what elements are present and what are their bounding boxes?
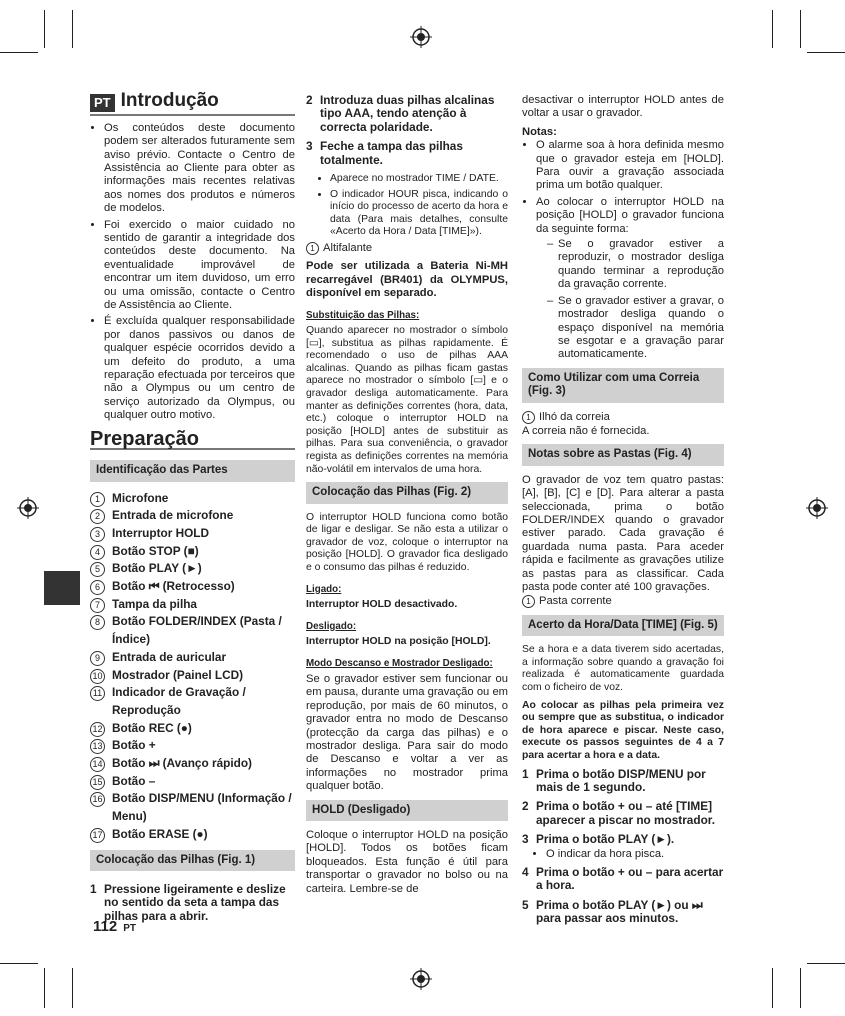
section-title-preparation: Preparação — [90, 433, 295, 450]
intro-bullet: • É excluída qualquer responsabilidade por danos passivos ou danos de qualquer espécie ocorridos devido a um defeito do produto, a uma reparação efectuada por terceiros que não a Olympus ou um centro de serviço autorizado da Olympus, ou qualquer outro motivo. — [104, 315, 295, 422]
dash-list — [536, 238, 724, 362]
registration-mark-icon — [410, 968, 432, 990]
part-label: Interruptor HOLD — [112, 525, 209, 540]
step-text: Prima o botão PLAY (►) ou ⏭ para passar aos minutos. — [536, 897, 703, 926]
paragraph: Se o gravador estiver sem funcionar ou em pausa, durante uma gravação ou em reprodução, por mais de 60 minutos, o gravador entra no modo de Descanso (protecção da carga das pilhas) e o mostrador desliga. Para sair do modo de Descanso e voltar a ver as informações no mostrador prima qualquer botão. — [306, 672, 508, 793]
step-text: Prima o botão PLAY (►). — [536, 832, 675, 847]
step-item — [306, 140, 508, 167]
step-number: 3 — [306, 139, 313, 154]
part-item — [90, 826, 295, 844]
callout — [522, 595, 724, 608]
callout-label: Ilhó da correia — [539, 410, 610, 423]
crop-mark — [0, 963, 38, 964]
part-number: 2 — [90, 509, 105, 524]
part-item — [90, 790, 295, 825]
note-text: Ao colocar o interruptor HOLD na posição [HOLD] o gravador funciona da seguinte forma: — [536, 195, 724, 235]
notes-heading: Notas: — [522, 125, 557, 138]
paragraph: Se a hora e a data tiverem sido acertadas, a informação sobre quando a gravação foi realizada é automaticamente guardada com o ficheiro de voz. — [522, 644, 724, 693]
part-label: Botão ⏭ (Avanço rápido) — [112, 756, 252, 771]
part-item — [90, 613, 295, 648]
step3-bullets — [306, 173, 508, 239]
step-number: 5 — [522, 897, 529, 912]
note-item: • O alarme soa à hora definida mesmo que o gravador esteja em [HOLD]. Para ouvir a gravação associada prima um botão qualquer. — [536, 139, 724, 193]
part-item — [90, 684, 295, 719]
crop-mark — [72, 968, 73, 1008]
part-item — [90, 596, 295, 614]
bullet: • O indicar da hora pisca. — [546, 848, 724, 861]
step-number: 4 — [522, 865, 529, 879]
part-label: Botão DISP/MENU (Informação / Menu) — [112, 791, 292, 824]
part-number: 16 — [90, 792, 105, 807]
part-item — [90, 543, 295, 561]
step-number: 3 — [522, 832, 529, 847]
part-number: 8 — [90, 615, 105, 630]
part-number: 11 — [90, 686, 105, 701]
column-1 — [90, 90, 295, 929]
callout-number: 1 — [522, 411, 535, 424]
registration-mark-icon — [806, 497, 828, 519]
part-label: Entrada de auricular — [112, 649, 227, 664]
part-number: 7 — [90, 598, 105, 613]
step-text: Prima o botão + ou – para acertar a hora. — [536, 865, 724, 893]
part-number: 5 — [90, 562, 105, 577]
paragraph: A correia não é fornecida. — [522, 424, 650, 437]
part-item — [90, 490, 295, 508]
callout — [306, 242, 508, 255]
page-title: Introdução — [120, 90, 219, 111]
part-label: Botão REC (●) — [112, 720, 192, 735]
paragraph: desactivar o interruptor HOLD antes de voltar a usar o gravador. — [522, 94, 724, 120]
language-badge: PT — [90, 94, 115, 111]
bullet: • O indicador HOUR pisca, indicando o início do processo de acerto da hora e data (Para mais detalhes, consulte «Acerto da Hora / Data [TIME]»). — [330, 189, 508, 239]
callout-number: 1 — [306, 242, 319, 255]
dash-item: – Se o gravador estiver a reproduzir, o mostrador desliga quando terminar a reprodução da gravação corrente. — [558, 238, 724, 292]
step3-bullets — [522, 848, 724, 861]
subhead: Ligado: — [306, 583, 342, 595]
crop-mark — [807, 52, 845, 53]
step-text: Prima o botão DISP/MENU por mais de 1 segundo. — [536, 766, 706, 794]
part-number: 14 — [90, 757, 105, 772]
part-label: Entrada de microfone — [112, 508, 234, 523]
subhead: Desligado: — [306, 620, 357, 632]
crop-mark — [800, 10, 801, 48]
part-item — [90, 667, 295, 685]
section-header-battery-2: Colocação das Pilhas (Fig. 2) — [306, 482, 508, 503]
part-label: Botão ⏮ (Retrocesso) — [112, 579, 235, 594]
step-item — [522, 866, 724, 893]
part-item — [90, 649, 295, 667]
step-text: Introduza duas pilhas alcalinas tipo AAA, tendo atenção à correcta polaridade. — [320, 93, 495, 134]
part-number: 12 — [90, 722, 105, 737]
section-header-parts: Identificação das Partes — [90, 460, 295, 481]
paragraph: O interruptor HOLD funciona como botão de ligar e desligar. Se não esta a utilizar o gravador de voz, coloque o interruptor na posição [HOLD]. O gravador fica desligado e o consumo das pilhas é reduzido. — [306, 511, 508, 573]
side-tab — [44, 571, 80, 605]
part-number: 10 — [90, 669, 105, 684]
part-label: Indicador de Gravação / Reprodução — [112, 685, 246, 717]
subhead: Substituição das Pilhas: — [306, 309, 420, 321]
part-item — [90, 755, 295, 773]
title-row — [90, 90, 295, 116]
part-item — [90, 737, 295, 755]
part-number: 3 — [90, 527, 105, 542]
part-number: 4 — [90, 545, 105, 560]
part-item — [90, 720, 295, 738]
intro-list — [90, 122, 295, 423]
parts-list — [90, 490, 295, 844]
step-text: Prima o botão + ou – até [TIME] aparecer a piscar no mostrador. — [536, 799, 715, 827]
step-item — [522, 800, 724, 827]
registration-mark-icon — [17, 497, 39, 519]
column-2 — [306, 94, 508, 901]
part-item — [90, 525, 295, 543]
step-item — [522, 899, 724, 926]
page-lang: PT — [123, 923, 136, 934]
page-number-value: 112 — [93, 918, 118, 935]
page-number — [93, 918, 136, 935]
crop-mark — [807, 963, 845, 964]
part-label: Botão STOP (■) — [112, 543, 199, 558]
nimh-note: Pode ser utilizada a Bateria Ni-MH recarregável (BR401) da OLYMPUS, disponível em separado. — [306, 260, 508, 300]
crop-mark — [72, 10, 73, 48]
callout — [522, 411, 724, 424]
part-number: 6 — [90, 580, 105, 595]
step-item — [522, 768, 724, 795]
intro-bullet: • Foi exercido o maior cuidado no sentido de garantir a integridade dos conteúdos deste documento. Na eventualidade improvável de encontrar um item duvidoso, um erro ou uma omissão, contacte o Centro de Assistência ao Cliente. — [104, 219, 295, 313]
step-text: Feche a tampa das pilhas totalmente. — [320, 139, 463, 167]
callout-label: Altifalante — [323, 242, 373, 254]
step-item — [522, 833, 724, 846]
section-header-strap: Como Utilizar com uma Correia (Fig. 3) — [522, 368, 724, 403]
part-label: Botão – — [112, 773, 156, 788]
part-label: Botão + — [112, 738, 156, 753]
part-number: 9 — [90, 651, 105, 666]
section-header-hold: HOLD (Desligado) — [306, 800, 508, 821]
paragraph: O gravador de voz tem quatro pastas: [A], [B], [C] e [D]. Para alterar a pasta seleccionada, prima o botão FOLDER/INDEX quando o gravador estiver parado. Cada gravação é guardada numa pasta. Para aceder rápida e facilmente as gravações utilize as pastas para as classificar. Cada pasta pode conter até 100 gravações. — [522, 473, 724, 593]
crop-mark — [44, 968, 45, 1008]
paragraph: Coloque o interruptor HOLD na posição [HOLD]. Todos os botões ficam bloqueados. Esta função é útil para transportar o gravador no bolso ou na carteira. Lembre-se de — [306, 829, 508, 895]
step-number: 1 — [522, 766, 529, 781]
note-item — [536, 196, 724, 362]
part-item — [90, 507, 295, 525]
paragraph: Interruptor HOLD na posição [HOLD]. — [306, 635, 491, 647]
crop-mark — [772, 10, 773, 48]
part-label: Botão ERASE (●) — [112, 826, 208, 841]
section-header-battery: Colocação das Pilhas (Fig. 1) — [90, 850, 295, 871]
column-3 — [522, 94, 724, 932]
part-label: Microfone — [112, 490, 169, 505]
step-number: 1 — [90, 881, 97, 896]
part-item — [90, 578, 295, 596]
paragraph: Ao colocar as pilhas pela primeira vez ou sempre que as substitua, o indicador de hora aparece e piscar. Neste caso, execute os passos seguintes de 4 a 7 para acertar a hora e a data. — [522, 699, 724, 761]
part-label: Tampa da pilha — [112, 596, 197, 611]
crop-mark — [800, 968, 801, 1008]
notes-list — [522, 139, 724, 362]
part-label: Botão PLAY (►) — [112, 561, 202, 576]
callout-label: Pasta corrente — [539, 595, 612, 608]
part-label: Botão FOLDER/INDEX (Pasta / Índice) — [112, 614, 282, 647]
part-number: 13 — [90, 739, 105, 754]
part-number: 1 — [90, 492, 105, 507]
intro-bullet: • Os conteúdos deste documento podem ser alterados futuramente sem aviso prévio. Contacte o Centro de Assistência ao Cliente para obter as informações mais recentes relativas aos nomes dos produtos e números de modelos. — [104, 122, 295, 216]
step-item — [306, 94, 508, 134]
crop-mark — [772, 968, 773, 1008]
step-number: 2 — [522, 799, 529, 814]
crop-mark — [44, 10, 45, 48]
subhead: Modo Descanso e Mostrador Desligado: — [306, 657, 493, 669]
dash-item: – Se o gravador estiver a gravar, o mostrador desliga quando o espaço disponível na memória se esgotar e a gravação parar automaticamente. — [558, 295, 724, 362]
part-item — [90, 560, 295, 578]
paragraph: Interruptor HOLD desactivado. — [306, 598, 458, 610]
registration-mark-icon — [410, 26, 432, 48]
section-header-time: Acerto da Hora/Data [TIME] (Fig. 5) — [522, 615, 724, 636]
step-number: 2 — [306, 93, 313, 107]
callout-number: 1 — [522, 595, 535, 608]
part-number: 15 — [90, 775, 105, 790]
bullet: • Aparece no mostrador TIME / DATE. — [330, 173, 508, 186]
part-label: Mostrador (Painel LCD) — [112, 667, 244, 682]
part-item — [90, 773, 295, 791]
section-header-folders: Notas sobre as Pastas (Fig. 4) — [522, 444, 724, 465]
part-number: 17 — [90, 828, 105, 843]
crop-mark — [0, 52, 38, 53]
step-text: Pressione ligeiramente e deslize no sentido da seta a tampa das pilhas para a abrir. — [104, 881, 286, 923]
paragraph: Quando aparecer no mostrador o símbolo [▭], substitua as pilhas rapidamente. É recomendado o uso de pilhas AAA alcalinas. Quando as pilhas ficam gastas aparece no mostrador o símbolo [▭] e o gravador desliga automaticamente. Para manter as definições correntes (hora, data, etc.) coloque o interruptor HOLD na posição [HOLD] antes de substituir as pilhas. Para sua conveniência, o gravador regista as definições correntes na memória não-volátil em intervalos de uma hora. — [306, 325, 508, 475]
